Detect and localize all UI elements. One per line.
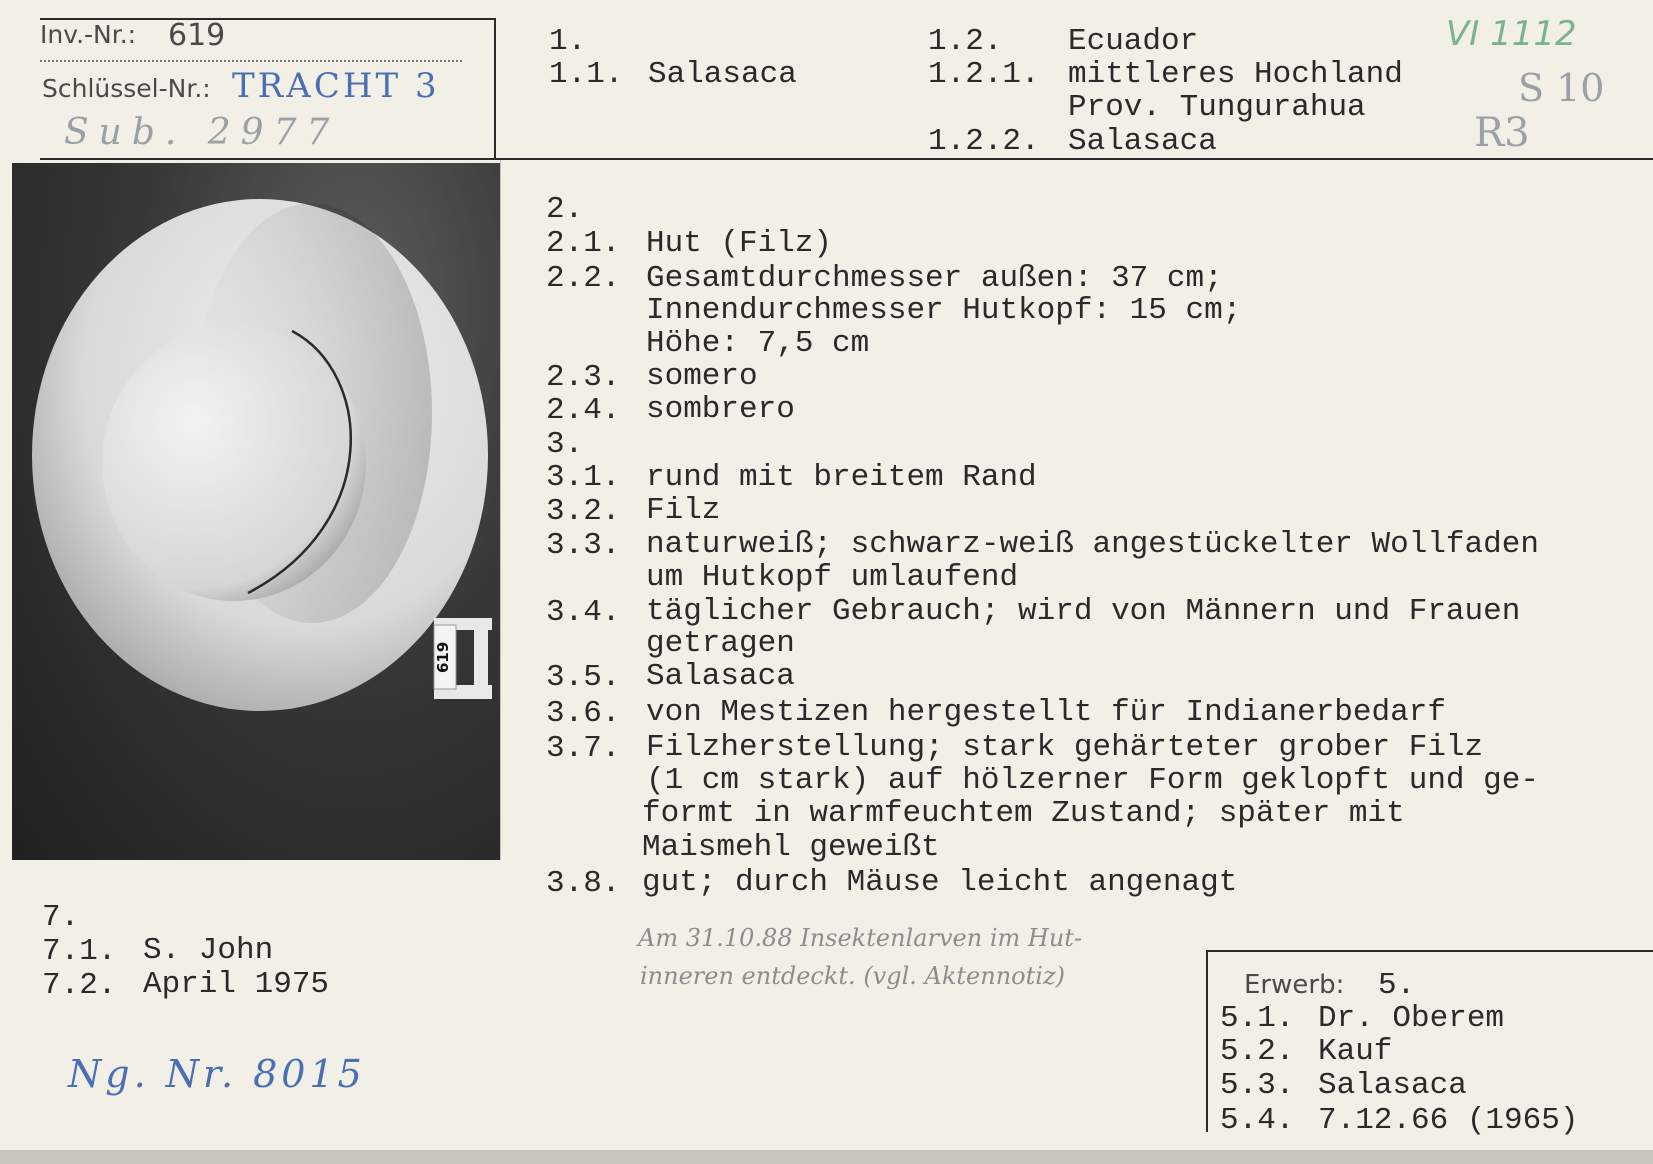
acquisition-row-num: 5.4. xyxy=(1220,1103,1295,1138)
pencil-note-sub: Sub. 2977 xyxy=(64,112,340,153)
hat-crown xyxy=(102,325,366,601)
acquisition-row-num: 5.3. xyxy=(1220,1068,1295,1103)
desc-text: Filzherstellung; stark gehärteter grober Filz xyxy=(646,730,1484,765)
desc-text: Hut (Filz) xyxy=(646,226,833,261)
header-dotted-rule xyxy=(40,60,462,62)
desc-text: täglicher Gebrauch; wird von Männern und Frauen xyxy=(646,594,1521,629)
acquisition-num-5: 5. xyxy=(1378,968,1416,1003)
pencil-note-s10: S 10 xyxy=(1518,66,1605,110)
desc-text: (1 cm stark) auf hölzerner Form geklopft und ge- xyxy=(646,763,1539,798)
photo-divider xyxy=(500,160,501,860)
desc-text: Salasaca xyxy=(646,659,795,694)
acquisition-box-top xyxy=(1206,950,1653,952)
collector-value-7-1: S. John xyxy=(143,933,274,968)
origin-num-1: 1. xyxy=(549,24,587,59)
acquisition-row-text: Salasaca xyxy=(1318,1068,1467,1103)
desc-text: Höhe: 7,5 cm xyxy=(646,326,870,361)
origin-value-1-1: Salasaca xyxy=(648,57,797,92)
desc-text: Maismehl geweißt xyxy=(642,830,940,865)
origin-num-1-1: 1.1. xyxy=(549,57,624,92)
desc-num: 2.1. xyxy=(546,226,621,261)
acquisition-box-left xyxy=(1206,950,1208,1132)
acquisition-row-text: 7.12.66 (1965) xyxy=(1318,1103,1579,1138)
desc-text: von Mestizen hergestellt für Indianerbedarf xyxy=(646,695,1446,730)
origin-num-1-2: 1.2. xyxy=(928,24,1003,59)
collector-value-7-2: April 1975 xyxy=(143,967,330,1002)
desc-text: Gesamtdurchmesser außen: 37 cm; xyxy=(646,261,1223,296)
desc-text: Innendurchmesser Hutkopf: 15 cm; xyxy=(646,293,1242,328)
desc-num: 3.6. xyxy=(546,696,621,731)
acquisition-row-num: 5.2. xyxy=(1220,1034,1295,1069)
desc-num: 3.3. xyxy=(546,528,621,563)
desc-num: 2.3. xyxy=(546,360,621,395)
inv-label: Inv.-Nr.: xyxy=(40,20,137,49)
desc-num: 3. xyxy=(546,427,584,462)
hat-photo-graphic xyxy=(12,163,500,860)
origin-value-1-2-2: Salasaca xyxy=(1068,124,1217,159)
origin-value-1-2-1-b: Prov. Tungurahua xyxy=(1068,90,1366,125)
desc-num: 3.5. xyxy=(546,660,621,695)
origin-value-1-2-1-a: mittleres Hochland xyxy=(1068,57,1403,92)
inventory-tag-number: 619 xyxy=(434,641,452,673)
acquisition-row-text: Dr. Oberem xyxy=(1318,1001,1505,1036)
desc-num: 2.2. xyxy=(546,261,621,296)
desc-text: um Hutkopf umlaufend xyxy=(646,560,1019,595)
origin-num-1-2-1: 1.2.1. xyxy=(928,57,1040,92)
acquisition-row-num: 5.1. xyxy=(1220,1001,1295,1036)
header-bottom-rule xyxy=(40,158,1653,160)
collector-num-7: 7. xyxy=(42,900,80,935)
desc-num: 3.1. xyxy=(546,460,621,495)
origin-num-1-2-2: 1.2.2. xyxy=(928,124,1040,159)
desc-text: naturweiß; schwarz-weiß angestückelter Wollfaden xyxy=(646,527,1539,562)
collector-num-7-1: 7.1. xyxy=(42,934,117,969)
desc-text: gut; durch Mäuse leicht angenagt xyxy=(642,865,1238,900)
desc-num: 2. xyxy=(546,192,584,227)
collector-num-7-2: 7.2. xyxy=(42,968,117,1003)
desc-text: rund mit breitem Rand xyxy=(646,460,1037,495)
desc-text: somero xyxy=(646,359,758,394)
key-value-handwritten: TRACHT 3 xyxy=(232,66,440,106)
desc-num: 3.8. xyxy=(546,866,621,901)
desc-text: formt in warmfeuchtem Zustand; später mit xyxy=(642,796,1405,831)
desc-text: sombrero xyxy=(646,392,795,427)
origin-value-1-2: Ecuador xyxy=(1068,24,1199,59)
acquisition-row-text: Kauf xyxy=(1318,1034,1393,1069)
desc-num: 2.4. xyxy=(546,393,621,428)
object-photo xyxy=(12,163,500,860)
green-inventory-note: VI 1112 xyxy=(1446,14,1577,54)
acquisition-label: Erwerb: xyxy=(1244,970,1345,1000)
negative-number-note: Ng. Nr. 8015 xyxy=(68,1052,366,1096)
pencil-note-r3: R3 xyxy=(1474,110,1530,156)
key-label: Schlüssel-Nr.: xyxy=(42,74,211,103)
card-bottom-edge xyxy=(0,1150,1653,1164)
desc-num: 3.2. xyxy=(546,494,621,529)
desc-text: Filz xyxy=(646,493,721,528)
pencil-remark-line2: inneren entdeckt. (vgl. Aktennotiz) xyxy=(640,962,1065,990)
desc-num: 3.7. xyxy=(546,731,621,766)
inv-value: 619 xyxy=(168,18,226,53)
desc-num: 3.4. xyxy=(546,595,621,630)
desc-text: getragen xyxy=(646,626,795,661)
header-divider-vertical xyxy=(494,18,496,160)
pencil-remark-line1: Am 31.10.88 Insektenlarven im Hut- xyxy=(638,924,1083,952)
